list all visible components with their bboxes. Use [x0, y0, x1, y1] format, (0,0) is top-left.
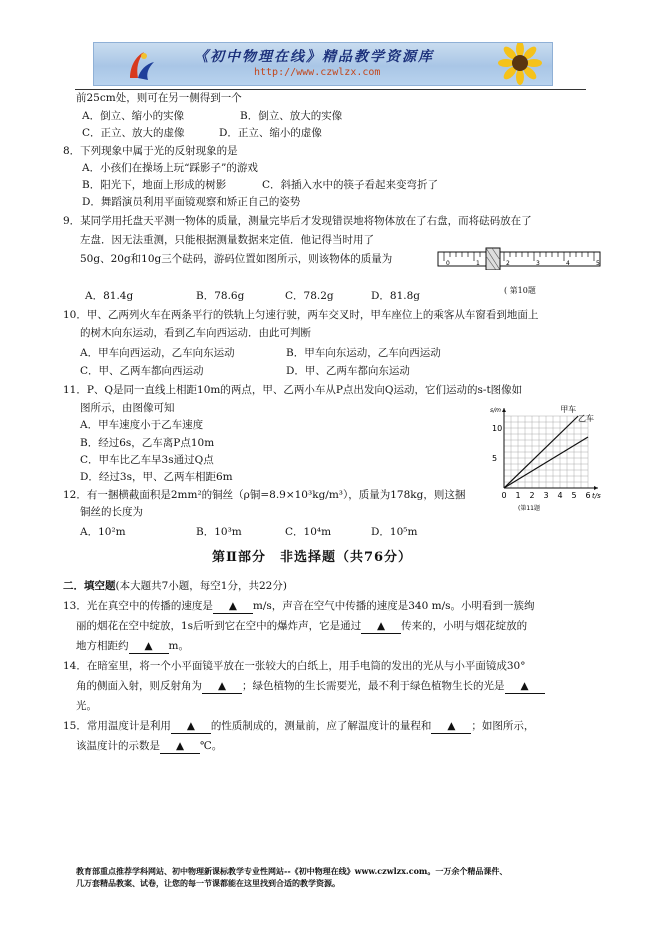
- ruler-tick-label: 3: [536, 260, 540, 267]
- q12-option-d: D．10⁵m: [371, 526, 418, 538]
- q7-option-b: B．倒立、放大的实像: [240, 110, 343, 122]
- q8-option-a: A．小孩们在操场上玩“踩影子”的游戏: [82, 162, 258, 174]
- q12-line1: 12．有一捆横截面积是2mm²的铜丝（ρ铜=8.9×10³kg/m³），质量为178kg，则这捆: [63, 489, 466, 501]
- q10-option-b: B．甲车向东运动，乙车向西运动: [286, 347, 441, 359]
- q11-option-b: B．经过6s，乙车离P点10m: [80, 437, 215, 449]
- x-tick-label: 4: [557, 491, 563, 500]
- q15-line2: 该温度计的示数是 ▲ ℃。: [76, 740, 223, 752]
- chart-caption: (第11题: [518, 505, 540, 512]
- x-tick-label: 2: [529, 491, 535, 500]
- q9-figure-caption: ( 第10题: [504, 286, 536, 295]
- q12-option-a: A．10²m: [80, 526, 126, 538]
- q14-line2: 角的侧面入射，则反射角为 ▲ ；绿色植物的生长需要光，最不利于绿色植物生长的光是 ▲: [76, 679, 545, 694]
- q8-option-c: C．斜插入水中的筷子看起来变弯折了: [262, 179, 439, 191]
- q11-option-c: C．甲车比乙车早3s通过Q点: [80, 454, 214, 466]
- x-tick-label: 0: [501, 491, 507, 500]
- footer-line1: 教育部重点推荐学科网站、初中物理新课标教学专业性网站--《初中物理在线》www.czwlzx.com。一万余个精品课件、: [76, 866, 508, 876]
- q8-stem: 8．下列现象中属于光的反射现象的是: [63, 145, 238, 157]
- q15-blank-2[interactable]: ▲: [431, 719, 471, 734]
- x-tick-label: 5: [571, 491, 577, 500]
- ruler-tick-label: 5: [596, 260, 600, 267]
- y-axis-label: s/m: [490, 407, 501, 414]
- y-tick-label: 10: [492, 424, 503, 433]
- q13-blank-2[interactable]: ▲: [361, 619, 401, 634]
- series-label: 甲车: [560, 405, 577, 414]
- q14-blank-1[interactable]: ▲: [202, 679, 242, 694]
- q13-line3: 地方相距约 ▲ m。: [76, 640, 189, 652]
- q11-option-d: D．经过3s，甲、乙两车相距6m: [80, 471, 233, 483]
- q13-line2: 丽的烟花在空中绽放，1s后听到它在空中的爆炸声，它是通过 ▲ 传来的，小明与烟花绽放的: [76, 620, 528, 632]
- q12-line2: 铜丝的长度为: [80, 506, 143, 518]
- q7-option-c: C．正立、放大的虚像: [82, 127, 185, 139]
- x-tick-label: 6: [585, 491, 591, 500]
- q13-blank-3[interactable]: ▲: [129, 639, 169, 654]
- q14-blank-2[interactable]: ▲: [505, 679, 545, 694]
- q10-line2: 的树木向东运动，看到乙车向西运动．由此可判断: [80, 327, 311, 339]
- x-tick-label: 1: [515, 491, 521, 500]
- site-logo-icon: [124, 48, 156, 82]
- x-tick-label: 3: [543, 491, 549, 500]
- q10-option-a: A．甲车向西运动，乙车向东运动: [80, 347, 235, 359]
- q14-line3: 光。: [76, 700, 97, 712]
- banner-url[interactable]: http://www.czwlzx.com: [254, 67, 381, 78]
- q9-option-a: A．81.4g: [85, 290, 134, 302]
- q11-line2: 图所示，由图像可知: [80, 402, 175, 414]
- q9-line3: 50g、20g和10g三个砝码，游码位置如图所示，则该物体的质量为: [80, 253, 393, 265]
- q10-option-c: C．甲、乙两车都向西运动: [80, 365, 204, 377]
- header-banner: [93, 42, 553, 86]
- sunflower-icon: [486, 43, 546, 86]
- x-axis-arrow: [594, 486, 598, 490]
- section2-label: 二．填空题: [63, 580, 116, 592]
- q13-blank-1[interactable]: ▲: [213, 599, 253, 614]
- q11-option-a: A．甲车速度小于乙车速度: [80, 419, 204, 431]
- header-rule: [75, 89, 586, 90]
- q7-line: 前25cm处，则可在另一侧得到一个: [76, 92, 242, 104]
- q9-rider-ruler: [436, 242, 606, 270]
- q10-line1: 10．甲、乙两列火车在两条平行的铁轨上匀速行驶，两车交叉时，甲车座位上的乘客从车窗看到地面上: [63, 309, 539, 321]
- q10-option-d: D．甲、乙两车都向东运动: [286, 365, 410, 377]
- q9-option-b: B．78.6g: [196, 290, 245, 302]
- banner-title: 《初中物理在线》精品教学资源库: [194, 49, 434, 65]
- q9-line2: 左盘．因无法重测，只能根据测量数据来定值．他记得当时用了: [80, 234, 374, 246]
- ruler-tick-label: 0: [446, 260, 450, 267]
- q7-option-a: A．倒立、缩小的实像: [82, 110, 185, 122]
- y-tick-label: 5: [492, 454, 498, 463]
- q9-option-d: D．81.8g: [371, 290, 421, 302]
- q13-line1: 13．光在真空中的传播的速度是 ▲ m/s，声音在空气中传播的速度是340 m/s。小明看到一簇绚: [63, 600, 535, 612]
- q12-option-b: B．10³m: [196, 526, 242, 538]
- q8-option-d: D．舞蹈演员利用平面镜观察和矫正自己的姿势: [82, 196, 301, 208]
- q7-option-d: D．正立、缩小的虚像: [219, 127, 322, 139]
- q9-option-c: C．78.2g: [285, 290, 334, 302]
- ruler-tick-label: 2: [506, 260, 510, 267]
- st-graph: [482, 404, 612, 516]
- q14-line1: 14．在暗室里，将一个小平面镜平放在一张较大的白纸上，用手电筒的发出的光从与小平面镜成30°: [63, 660, 526, 672]
- section2-note: (本大题共7小题，每空1分，共22分): [115, 580, 287, 592]
- q8-option-b: B．阳光下，地面上形成的树影: [82, 179, 227, 191]
- y-axis-arrow: [502, 408, 506, 412]
- q11-line1: 11．P、Q是同一直线上相距10m的两点，甲、乙两小车从P点出发向Q运动，它们运动的s-t图像如: [63, 384, 523, 396]
- ruler-tick-label: 1: [476, 260, 480, 267]
- x-axis-label: t/s: [592, 492, 601, 500]
- series-label: 乙车: [578, 414, 594, 423]
- q12-option-c: C．10⁴m: [285, 526, 332, 538]
- q9-line1: 9．某同学用托盘天平测一物体的质量，测量完毕后才发现错误地将物体放在了右盘，而将砝码放在了: [63, 215, 532, 227]
- q15-blank-3[interactable]: ▲: [160, 739, 200, 754]
- part2-title: 第Ⅱ部分 非选择题（共76分）: [212, 550, 413, 565]
- q15-line1: 15．常用温度计是利用 ▲ 的性质制成的，测量前，应了解温度计的量程和 ▲ ；如图所示，: [63, 720, 535, 732]
- q15-blank-1[interactable]: ▲: [171, 719, 211, 734]
- ruler-tick-label: 4: [566, 260, 570, 267]
- footer-line2: 几万套精品教案、试卷，让您的每一节课都能在这里找到合适的教学资源。: [76, 878, 340, 888]
